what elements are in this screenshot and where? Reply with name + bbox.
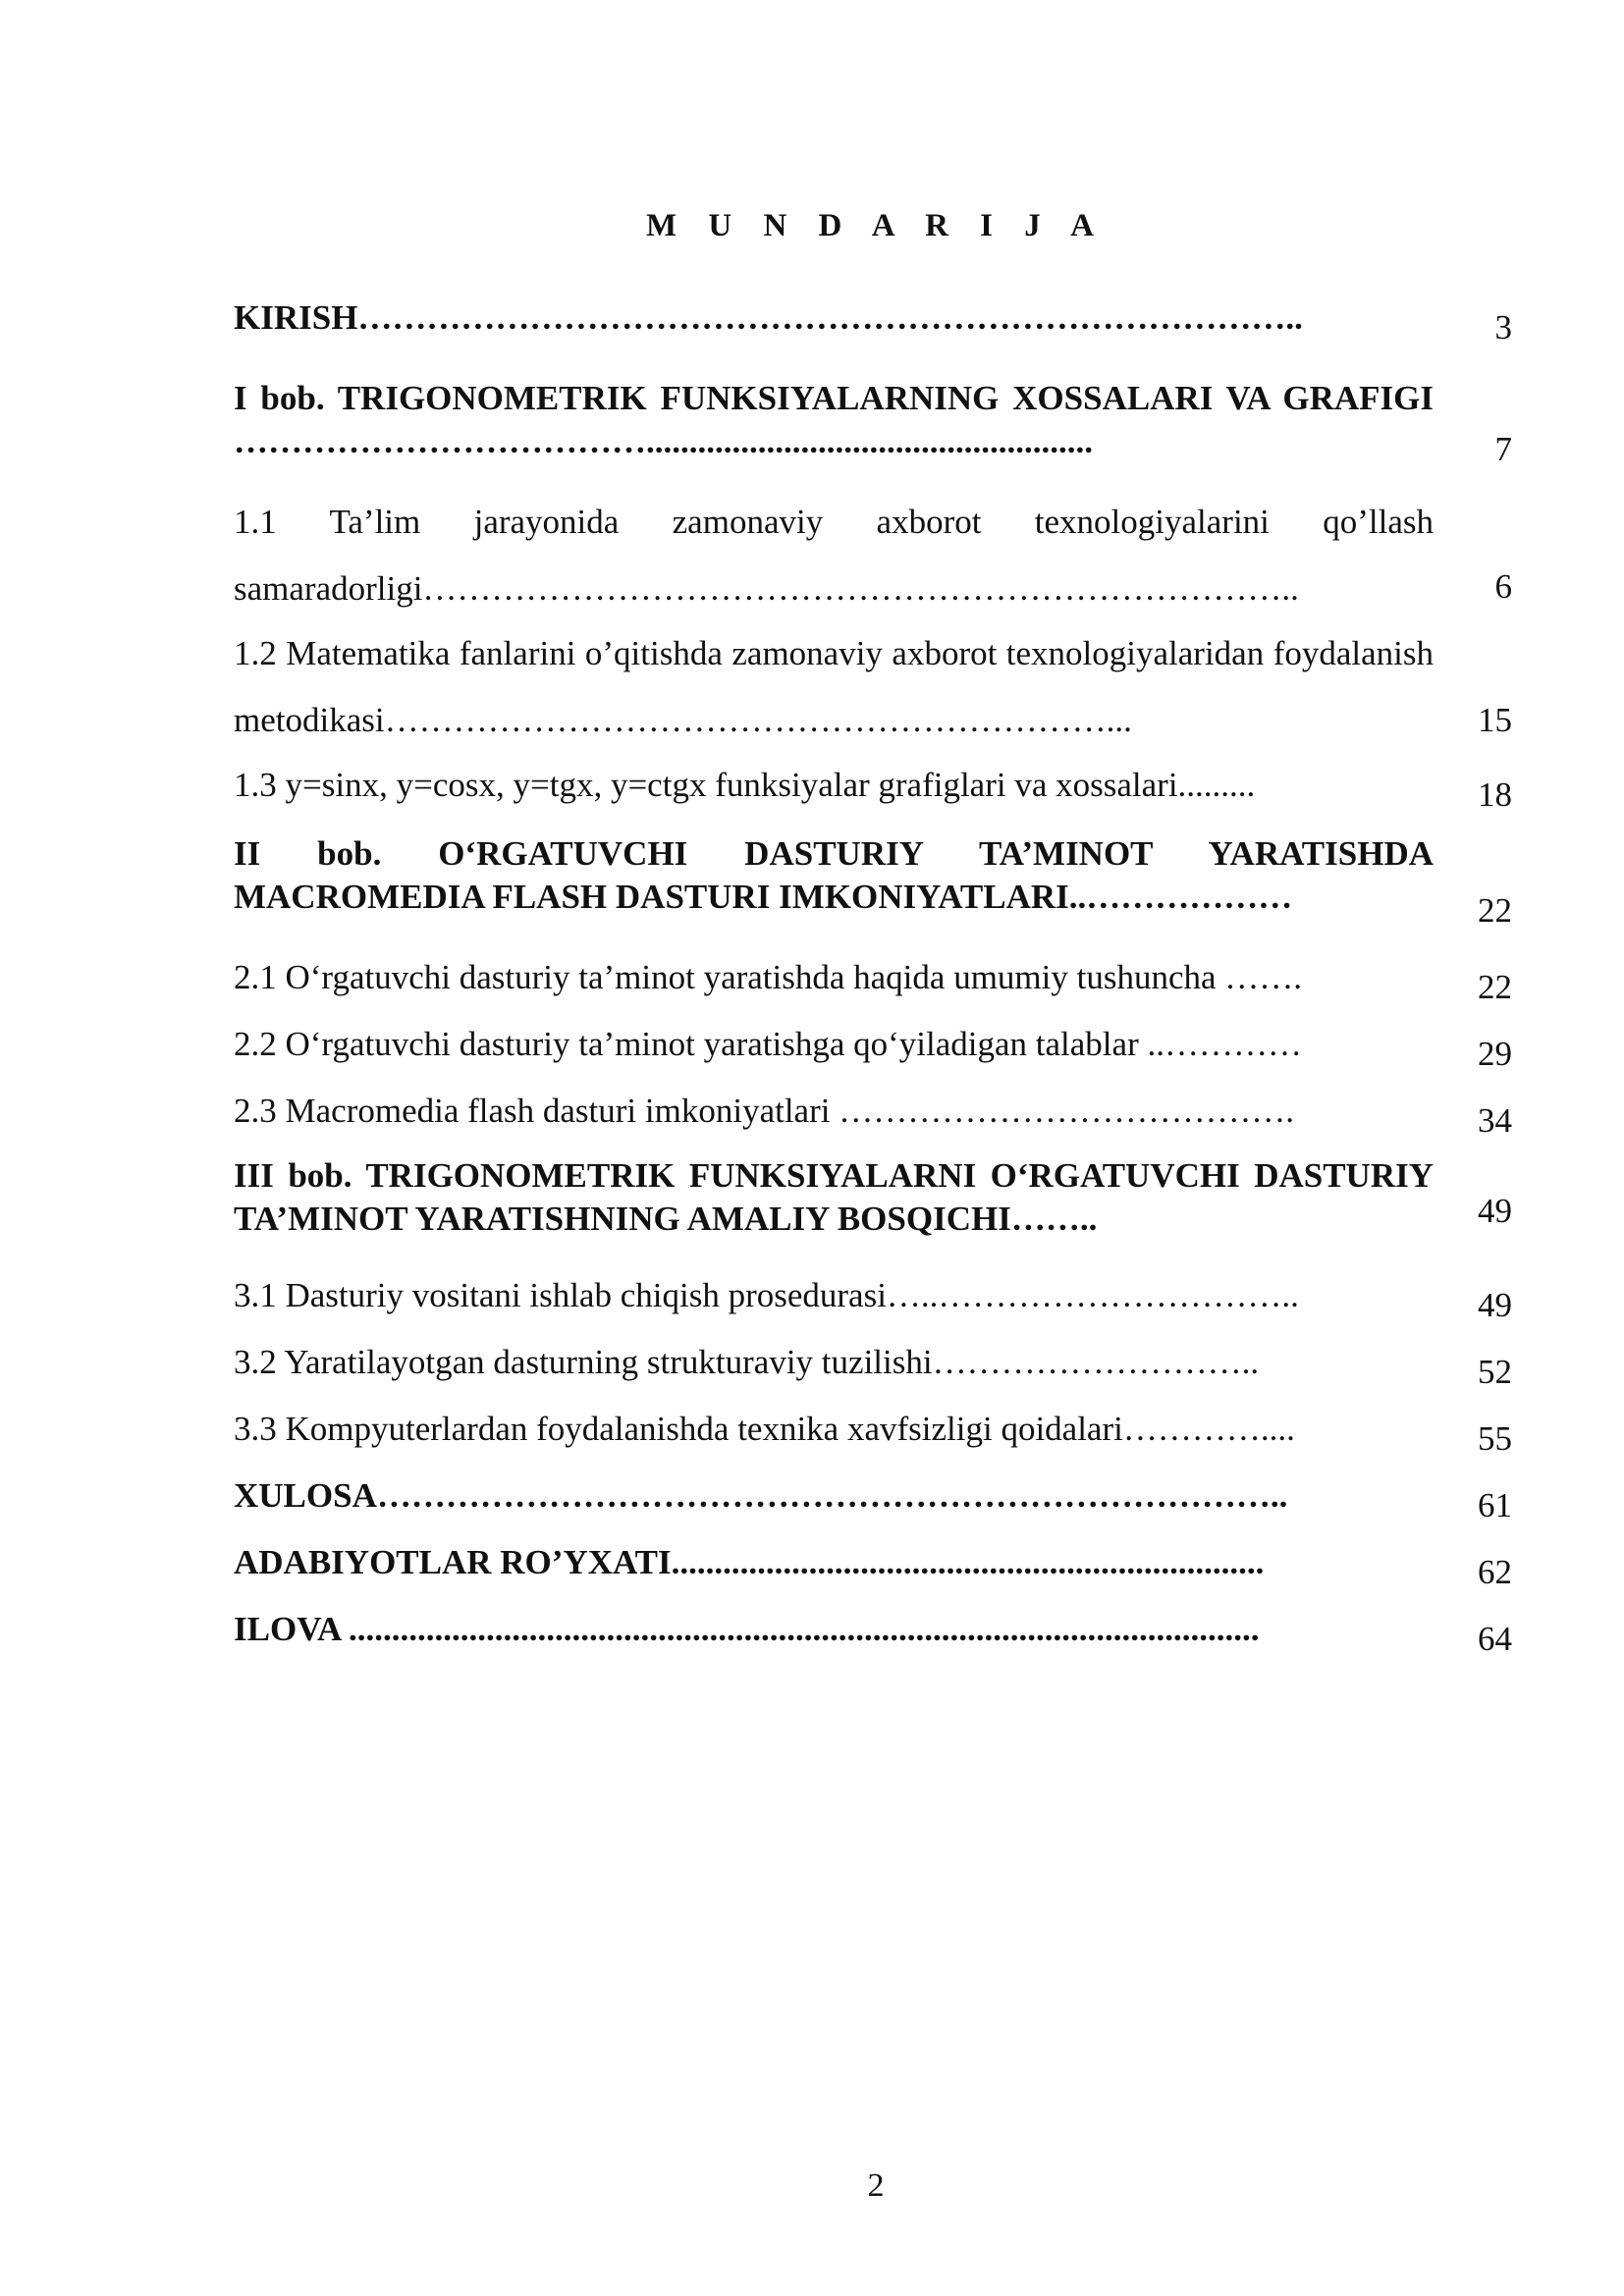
toc-entry-text: 1.3 y=sinx, y=cosx, y=tgx, y=ctgx funksiyalar grafiglari va xossalari......... [234, 766, 1256, 804]
toc-entry-page: 15 [1478, 701, 1512, 739]
toc-entry-text: 3.3 Kompyuterlardan foydalanishda texnika xavfsizligi qoidalari………….... [234, 1410, 1295, 1448]
toc-entry-page: 62 [1478, 1553, 1512, 1591]
toc-entry-text: III bob. TRIGONOMETRIK FUNKSIYALARNI O‘RGATUVCHI DASTURIY TA’MINOT YARATISHNING AMALIY BOSQICHI…….. [234, 1156, 1434, 1238]
toc-entry-text: KIRISH……………………………………………………………………….. [234, 298, 1303, 337]
toc-entry-page: 29 [1478, 1035, 1512, 1073]
toc-entry-page: 18 [1478, 775, 1512, 814]
toc-entry-page: 49 [1478, 1286, 1512, 1324]
toc-entry-text: XULOSA…………………………………………………………………….. [234, 1476, 1288, 1515]
toc-entry-page: 3 [1494, 308, 1512, 347]
toc-entry-page: 61 [1478, 1486, 1512, 1524]
toc-entry-text: 2.3 Macromedia flash dasturi imkoniyatlari …………………………………. [234, 1092, 1294, 1130]
toc-entry-page: 7 [1494, 430, 1512, 468]
page-title: M U N D A R I J A [645, 208, 1107, 243]
toc-entry-text: I bob. TRIGONOMETRIK FUNKSIYALARNING XOSSALARI VA GRAFIGI ……………………………….................................................... [234, 379, 1434, 460]
toc-entry-text: 2.2 O‘rgatuvchi dasturiy ta’minot yaratishga qo‘yiladigan talablar ..………… [234, 1025, 1302, 1063]
toc-entry-text: 1.1 Ta’lim jarayonida zamonaviy axborot texnologiyalarini qo’llash samaradorligi………………………………………………………………….. [234, 503, 1434, 608]
toc-entry-page: 64 [1478, 1620, 1512, 1658]
page-number: 2 [867, 2167, 885, 2204]
toc-entry-text: 1.2 Matematika fanlarini o’qitishda zamonaviy axborot texnologiyalaridan foydalanish metodikasi………………………………………………………... [234, 634, 1434, 739]
toc-entry-text: 2.1 O‘rgatuvchi dasturiy ta’minot yaratishda haqida umumiy tushuncha ……. [234, 958, 1303, 996]
toc-entry-text: II bob. O‘RGATUVCHI DASTURIY TA’MINOT YARATISHDA MACROMEDIA FLASH DASTURI IMKONIYATLARI..……………… [234, 834, 1434, 916]
toc-entry-page: 55 [1478, 1419, 1512, 1458]
toc-entry-page: 22 [1478, 891, 1512, 930]
toc-entry-text: ILOVA .......................................................................................................... [234, 1610, 1260, 1648]
toc-entry-text: 3.1 Dasturiy vositani ishlab chiqish prosedurasi…..………………………….. [234, 1276, 1299, 1314]
toc-entry-page: 49 [1478, 1192, 1512, 1230]
toc-entry-page: 6 [1494, 567, 1512, 606]
toc-entry-page: 34 [1478, 1101, 1512, 1140]
toc-entry-page: 22 [1478, 968, 1512, 1006]
toc-entry-text: 3.2 Yaratilayotgan dasturning strukturaviy tuzilishi……………………….. [234, 1343, 1260, 1381]
toc-entry-text: ADABIYOTLAR RO’YXATI..................................................................... [234, 1543, 1265, 1581]
toc-entry-page: 52 [1478, 1353, 1512, 1391]
